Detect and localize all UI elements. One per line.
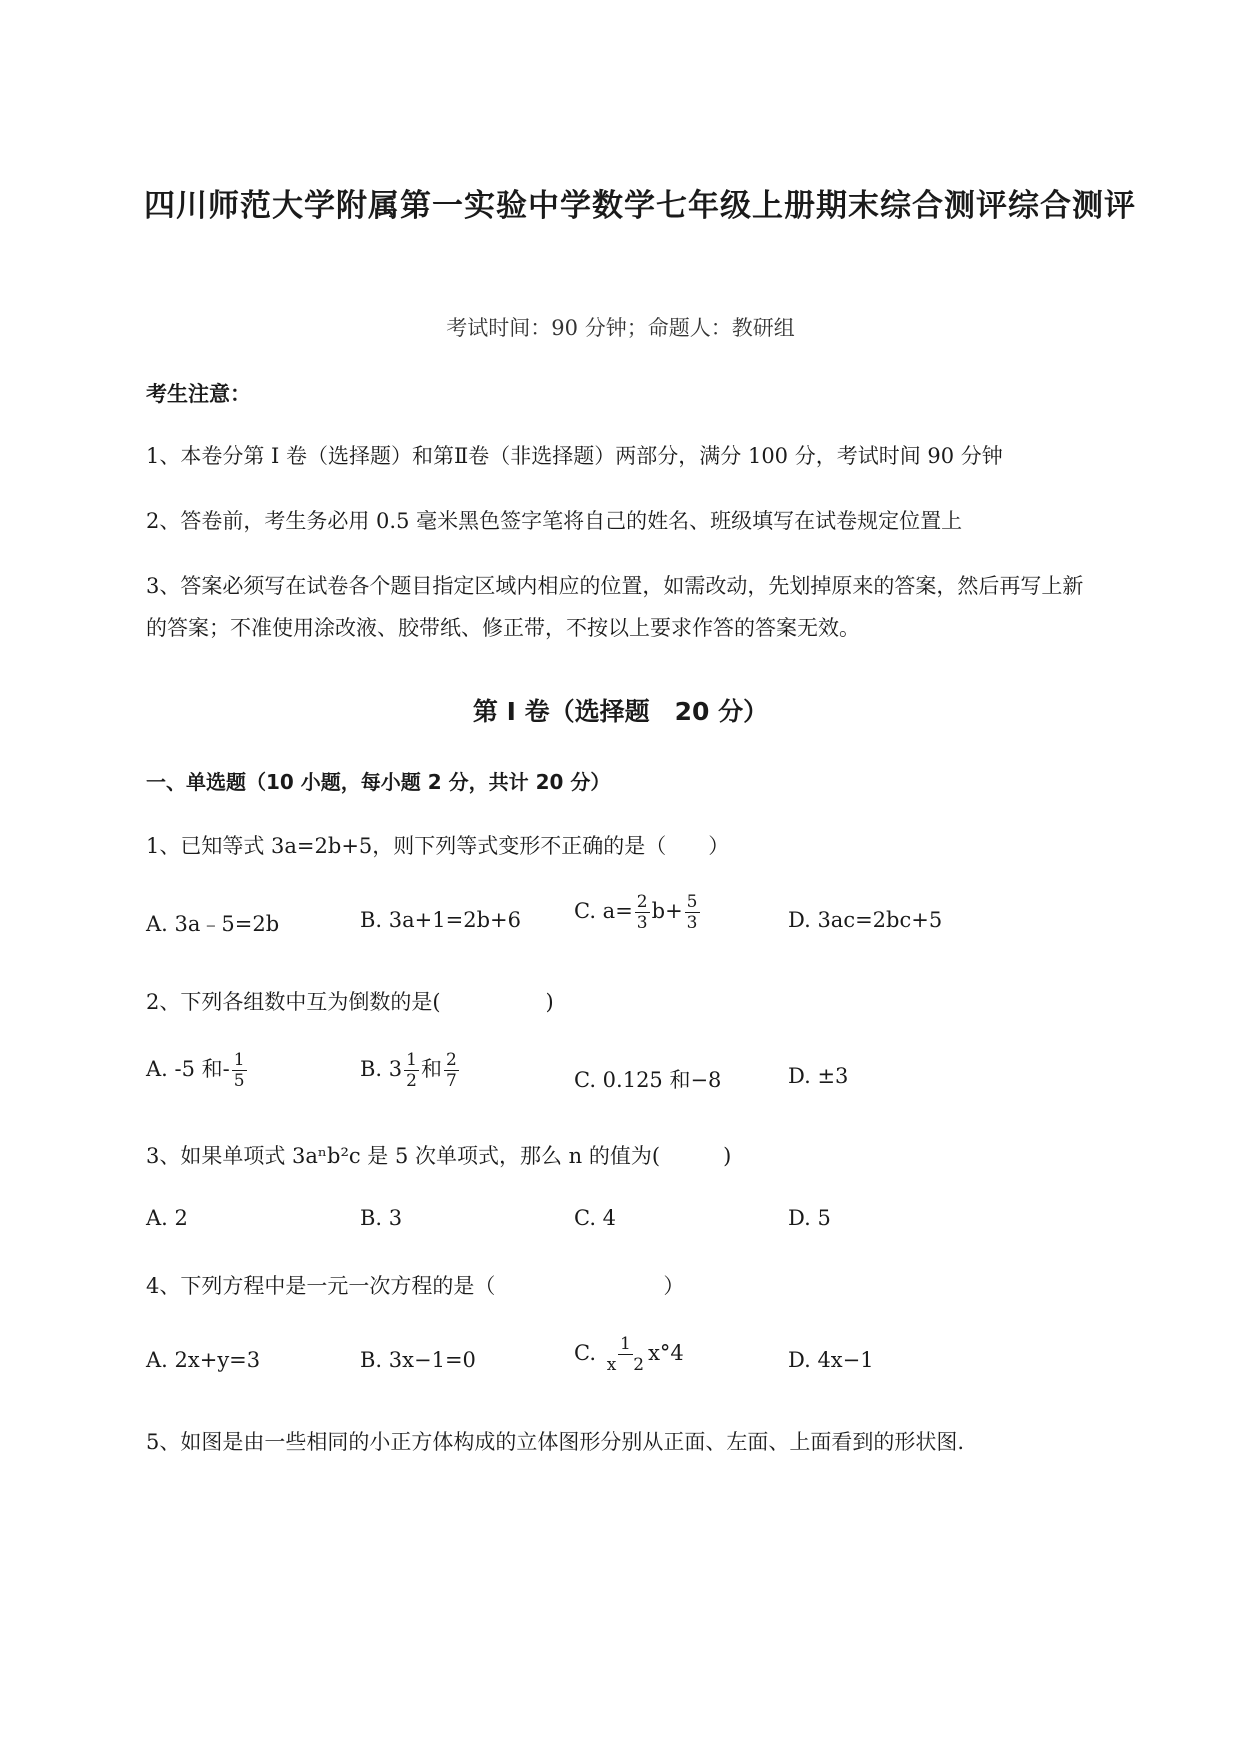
option-c-mid: b+ [651, 899, 683, 923]
fraction [635, 892, 650, 933]
option-b: B. 3a+1=2b+6 [360, 908, 521, 932]
fraction-denominator: 7 [445, 1071, 457, 1091]
option-c [574, 1334, 684, 1375]
option-c-prefix: C. [574, 1341, 596, 1365]
option-d: D. 4x−1 [788, 1348, 874, 1372]
fraction-numerator: 1 [233, 1050, 245, 1070]
option-a-prefix: A. -5 和- [146, 1057, 230, 1081]
fraction-denominator: 5 [233, 1071, 245, 1091]
fraction [685, 892, 700, 933]
fraction-denominator: 3 [686, 913, 698, 933]
option-c-prefix: C. a= [574, 899, 633, 923]
option-d: D. 5 [788, 1206, 831, 1230]
fraction-numerator: 5 [686, 892, 698, 912]
notice-heading: 考生注意： [146, 382, 251, 406]
question-stem: 1、已知等式 3a=2b+5，则下列等式变形不正确的是（ ） [146, 834, 730, 858]
question-stem: 2、下列各组数中互为倒数的是( ) [146, 990, 554, 1014]
exam-meta: 考试时间：90 分钟；命题人：教研组 [446, 316, 795, 340]
fraction-denominator: 2 [406, 1071, 417, 1091]
notice-item: 3、答案必须写在试卷各个题目指定区域内相应的位置，如需改动，先划掉原来的答案，然后再写上新 [146, 574, 1084, 598]
option-c: C. 0.125 和−8 [574, 1068, 722, 1092]
option-d: D. 3ac=2bc+5 [788, 908, 943, 932]
fraction [404, 1050, 419, 1091]
option-c-suffix: x°4 [648, 1341, 684, 1365]
option-a [146, 1050, 249, 1091]
notice-item: 的答案；不准使用涂改液、胶带纸、修正带，不按以上要求作答的答案无效。 [146, 616, 860, 640]
question-stem: 3、如果单项式 3aⁿb²c 是 5 次单项式，那么 n 的值为( ) [146, 1144, 732, 1168]
option-b-mid: 和 [420, 1057, 442, 1081]
fraction [444, 1050, 459, 1091]
option-b [360, 1050, 461, 1091]
question-stem: 4、下列方程中是一元一次方程的是（ ） [146, 1274, 685, 1298]
option-b-prefix: B. 3 [360, 1057, 403, 1081]
section-title: 第 I 卷（选择题 20 分） [472, 697, 769, 726]
option-d: D. ±3 [788, 1064, 849, 1088]
option-b: B. 3 [360, 1206, 403, 1230]
option-b: B. 3x−1=0 [360, 1348, 476, 1372]
question-stem: 5、如图是由一些相同的小正方体构成的立体图形分别从正面、左面、上面看到的形状图. [146, 1430, 965, 1454]
part-heading: 一、单选题（10 小题，每小题 2 分，共计 20 分） [146, 770, 611, 794]
fraction-numerator: 1 [406, 1050, 417, 1070]
option-c: C. 4 [574, 1206, 617, 1230]
fraction-numerator: 2 [636, 892, 648, 912]
option-a: A. 2 [146, 1206, 188, 1230]
notice-item: 2、答卷前，考生务必用 0.5 毫米黑色签字笔将自己的姓名、班级填写在试卷规定位置上 [146, 509, 963, 533]
fraction [605, 1334, 646, 1375]
option-a: A. 2x+y=3 [146, 1348, 261, 1372]
notice-item: 1、本卷分第 I 卷（选择题）和第Ⅱ卷（非选择题）两部分，满分 100 分，考试时间 90 分钟 [146, 444, 1003, 468]
option-a: A. 3a﹣5=2b [146, 912, 280, 936]
option-c [574, 892, 702, 933]
page-title: 四川师范大学附属第一实验中学数学七年级上册期末综合测评综合测评 [144, 188, 1136, 224]
fraction-numerator: 1 [619, 1334, 631, 1354]
fraction-denominator: 3 [636, 913, 648, 933]
fraction-numerator: 2 [445, 1050, 457, 1070]
fraction [232, 1050, 247, 1091]
fraction-denominator: x 2 [606, 1355, 645, 1375]
